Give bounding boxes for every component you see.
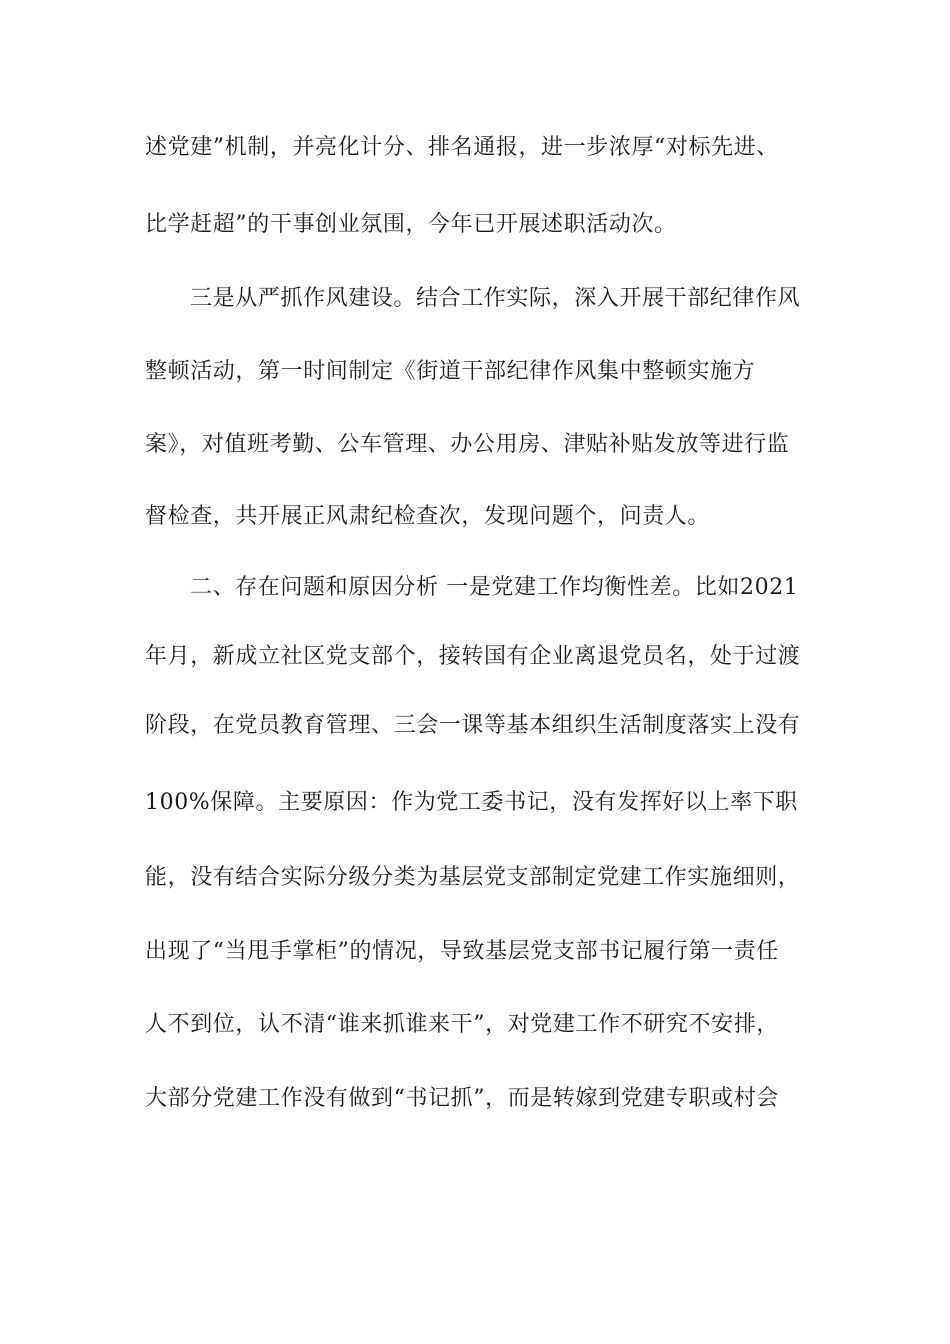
text-line: 能，没有结合实际分级分类为基层党支部制定党建工作实施细则， (145, 865, 801, 890)
section-heading-line: 二、存在问题和原因分析 一是党建工作均衡性差。比如2021 (190, 575, 799, 600)
text-line: 100%保障。主要原因：作为党工委书记，没有发挥好以上率下职 (145, 790, 798, 815)
text-line: 人不到位，认不清“谁来抓谁来干”，对党建工作不研究不安排， (145, 1012, 779, 1037)
text-line: 整顿活动，第一时间制定《街道干部纪律作风集中整顿实施方 (145, 359, 756, 384)
text-line: 大部分党建工作没有做到“书记抓”，而是转嫁到党建专职或村会 (145, 1086, 779, 1111)
text-line: 督检查，共开展正风肃纪检查次，发现问题个，问责人。 (145, 504, 711, 529)
text-line: 年月，新成立社区党支部个，接转国有企业离退党员名，处于过渡 (145, 644, 801, 669)
paragraph-start-line: 三是从严抓作风建设。结合工作实际，深入开展干部纪律作风 (190, 286, 801, 311)
text-line: 阶段，在党员教育管理、三会一课等基本组织生活制度落实上没有 (145, 713, 801, 738)
text-line: 比学赶超”的干事创业氛围，今年已开展述职活动次。 (145, 212, 677, 237)
text-line: 出现了“当甩手掌柜”的情况，导致基层党支部书记履行第一责任 (145, 939, 779, 964)
text-line: 案》，对值班考勤、公车管理、办公用房、津贴补贴发放等进行监 (145, 432, 790, 457)
text-line: 述党建”机制，并亮化计分、排名通报，进一步浓厚“对标先进、 (145, 135, 779, 160)
